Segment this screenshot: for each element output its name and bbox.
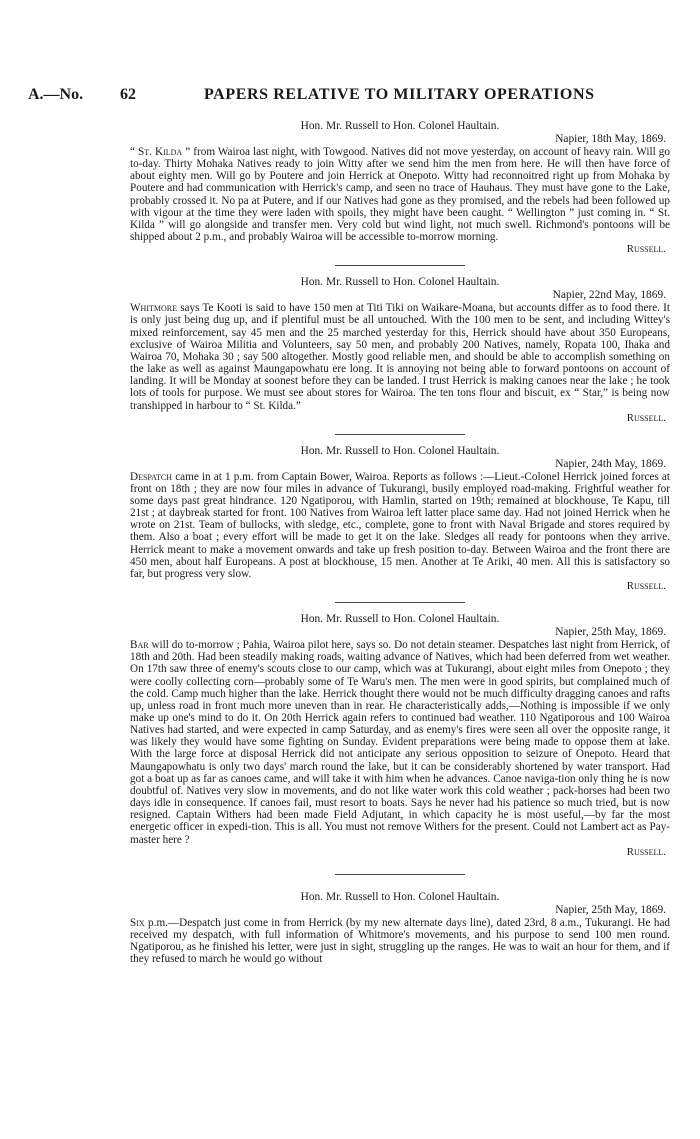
letter-3 [130, 445, 670, 592]
letter-5 [130, 891, 670, 966]
page-number: 62 [120, 86, 136, 103]
letter-lead: Whitmore [130, 302, 178, 315]
letter-body [130, 146, 670, 243]
letter-signature: Russell. [626, 243, 666, 256]
paper-code: A.—No. [28, 86, 84, 103]
letter-body [130, 302, 670, 411]
letter-address: Hon. Mr. Russell to Hon. Colonel Haultain. [300, 890, 500, 903]
letter-text: p.m.—Despatch just come in from Herrick (by my new alternate days line), dated 23rd, 8 a.m., Tukurangi. He had received my despatch, with full information of Whitmore's movements, and his purpose to send 100 men round. Ngatiporou, as he finished his letter, were just in sight, struggling up the ranges. He was to wait an hour for them, and if they refused to march he would go without [130, 916, 670, 966]
letter-signature: Russell. [626, 845, 666, 858]
letter-text: came in at 1 p.m. from Captain Bower, Wairoa. Reports as follows :—Lieut.-Colonel Herrick joined forces at front on 18th ; they are now four miles in advance of Tukurangi, busily employed road-making. Frightful weather for some days past great hindrance. 120 Ngatiporou, with Hamlin, started on 19th; remained at blockhouse, Te Kapu, till 21st ; at daybreak started for front. 100 Natives from Wairoa left latter place same day. Had not joined Herrick when he wrote on 21st. Team of bullocks, with sledge, etc., complete, gone to front with Naval Brigade and stores required by them. Also a boat ; every effort will be made to get it on the lake. Sledges all ready for pontoons when they arrive. Herrick meant to make a movement onwards and take up fresh position to-day. Between Wairoa and the front there are 450 men, about half Europeans. A post at blockhouse, 15 men. Another at Te Ariki, 40 men. All this is satisfactory so far, but progress very slow. [130, 470, 670, 580]
separator-rule [335, 874, 465, 875]
separator-rule [335, 602, 465, 603]
running-title: PAPERS RELATIVE TO MILITARY OPERATIONS [204, 86, 595, 103]
letter-body [130, 471, 670, 580]
letter-body [130, 639, 670, 846]
separator-rule [335, 434, 465, 435]
letter-body [130, 917, 670, 966]
letter-signature: Russell. [626, 580, 666, 593]
letter-text: says Te Kooti is said to have 150 men at Titi Tiki on Waikare-Moana, but accounts differ as to food there. It is only just being dug up, and if plentiful must be all untouched. With the 100 men to be sent, and including Wittey's mixed reinforcement, say 45 men and the 25 marched yesterday for this, Herrick should have about 350 Europeans, exclusive of Wairoa Militia and Volunteers, say 50 men, and probably 200 Natives, namely, Ropata 100, Ihaka and Wairoa 70, Mohaka 30 ; say 500 altogether. Mostly good reliable men, and should be able to accomplish something on the lake as well as against Maungapowhatu ere long. It is annoying not being able to forward pontoons on account of landing. It will be Monday at soonest before they can be landed. I trust Herrick is making canoes near the lake ; he took lots of tools for purpose. We must see about stores for Wairoa. The ten tons flour and biscuit, ex “ Star,” is being now transhipped in harbour to “ St. Kilda.” [130, 302, 670, 412]
letter-date: Napier, 25th May, 1869. [555, 903, 666, 916]
letter-4 [130, 613, 670, 858]
letter-address: Hon. Mr. Russell to Hon. Colonel Haultain. [300, 120, 500, 132]
letter-signature: Russell. [626, 411, 666, 424]
letter-address: Hon. Mr. Russell to Hon. Colonel Haultain. [300, 613, 500, 626]
letter-date: Napier, 22nd May, 1869. [552, 289, 666, 302]
letter-date: Napier, 18th May, 1869. [555, 133, 666, 145]
letter-1 [130, 120, 670, 255]
letter-address: Hon. Mr. Russell to Hon. Colonel Haultain. [300, 444, 500, 457]
letter-lead: Despatch [130, 470, 173, 483]
page-header [28, 86, 668, 108]
separator-rule [335, 265, 465, 266]
letter-lead: Bar [130, 639, 149, 652]
letter-date: Napier, 24th May, 1869. [555, 457, 666, 470]
letter-lead: Six [130, 916, 145, 929]
letters [130, 120, 670, 965]
letter-text: will do to-morrow ; Pahia, Wairoa pilot here, says so. Do not detain steamer. Despatches last night from Herrick, of 18th and 20th. Had been steadily making roads, waiting advance of Natives, which had been deferred from wet weather. On 17th saw three of enemy's scouts close to our camp, which was at Tukurangi, about eight miles from Onepoto ; they were coolly collecting corn—probably some of Te Waru's men. The men were in good spirits, but complained much of the cold. Camp much higher than the lake. Herrick thought there would not be much difficulty dragging canoes and rafts up, unless road in front much more uneven than in rear. He characteristically adds,—Nothing is impossible if we only make up one's mind to do it. On 20th Herrick again refers to continued bad weather. 110 Ngatiporous and 100 Wairoa Natives had started, and were expected in camp Saturday, and as enemy's fires were seen all over the opposite range, it was likely they would have some fighting on Sunday. Evident preparations were being made to oppose them at lake. With the large force at disposal Herrick did not anticipate any serious opposition to seizure of Onepoto. Heard that Maungapowhatu is only two days' march round the lake, but it can be considerably shortened by water transport. Had got a boat up as far as canoes came, and will take it with him when he advances. Canoe naviga-tion only thing he is now doubtful of. Natives very slow in movements, and do not like water work this cold weather ; pack-horses had been two days idle in consequence. If canoes fail, must resort to boats. Says he never had his patience so much tried, but is now resigned. Captain Withers had been made Field Adjutant, in which capacity he is most useful,—by far the most energetic officer in expedi-tion. This is all. You must not remove Withers for the present. Could not Lambert act as Pay-master here ? [130, 639, 670, 846]
letter-2 [130, 276, 670, 423]
letter-address: Hon. Mr. Russell to Hon. Colonel Haultain. [300, 276, 500, 289]
letter-lead: “ St. Kilda ” [130, 146, 191, 158]
letter-text: from Wairoa last night, with Towgood. Natives did not move yesterday, on account of heavy rain. Will go to-day. Thirty Mohaka Natives ready to join Witty after we send him the men from here. He will then have force of about eighty men. Will go by Poutere and join Herrick at Onepoto. Witty had reconnoitred right up from Mohaka by Poutere and had communication with Herrick's camp, and seen no trace of Hauhaus. They must have gone to the Lake, probably crossed it. No pa at Putere, and if our Natives had gone as they promised, and the rebels had been followed up with vigour at the time they were laden with spoils, they might have been caught. “ Wellington ” just coming in. “ St. Kilda ” will go alongside and transfer men. Very cold but wind light, not much swell. Richmond's pontoons will be shipped about 2 p.m., and probably Wairoa will be accessible to-morrow morning. [130, 146, 670, 244]
letter-date: Napier, 25th May, 1869. [555, 626, 666, 639]
